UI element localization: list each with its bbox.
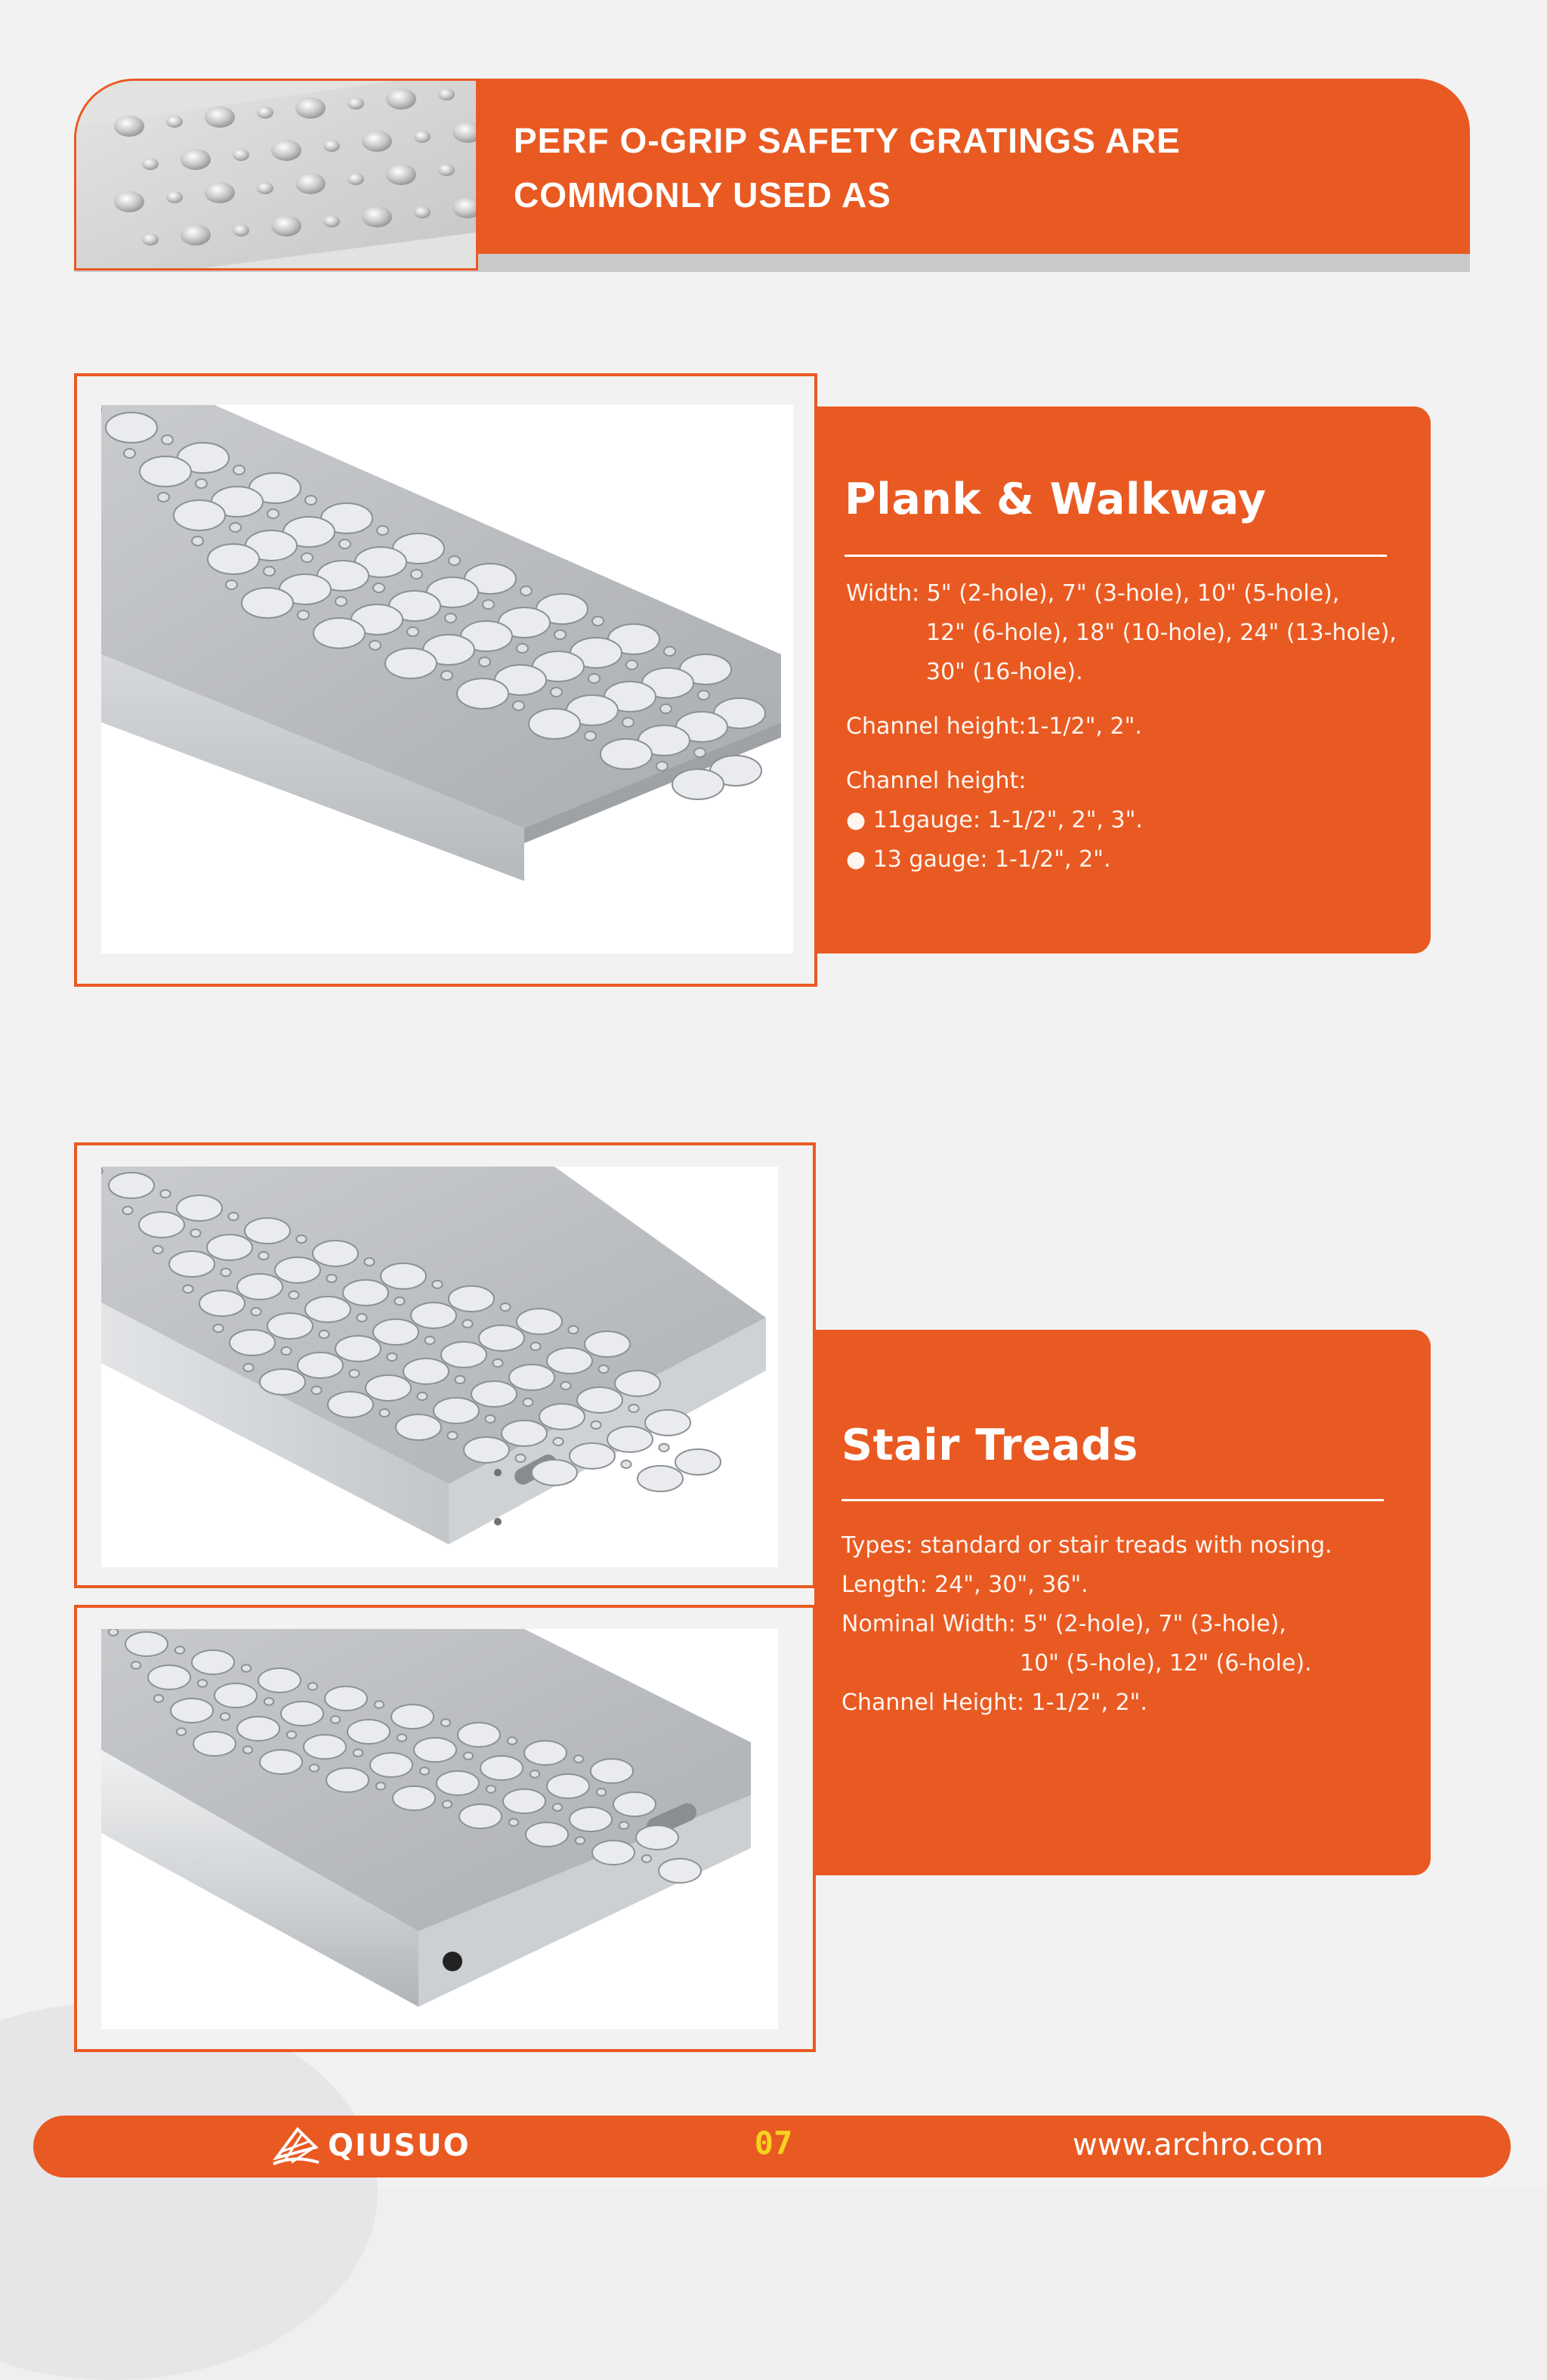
perforation-hole xyxy=(480,1756,523,1780)
grip-dimple xyxy=(373,583,384,592)
grip-dimple xyxy=(479,657,490,666)
stair-title-rule xyxy=(841,1499,1384,1501)
perforation-hole xyxy=(208,544,259,574)
grip-dimple xyxy=(349,1370,359,1377)
perforation-hole xyxy=(139,1212,184,1238)
plank-bullet-11-gauge: ● 11gauge: 1-1/2", 2", 3". xyxy=(846,807,1143,833)
grip-dimple xyxy=(289,1291,298,1299)
grip-dimple xyxy=(486,1785,496,1793)
grip-dimple xyxy=(295,97,326,119)
perforation-hole xyxy=(570,1443,615,1469)
perforation-hole xyxy=(479,1325,524,1351)
grip-dimple xyxy=(574,1755,583,1763)
grip-dimple xyxy=(181,149,211,170)
plank-title: Plank & Walkway xyxy=(845,474,1267,524)
grip-dimple xyxy=(181,224,211,246)
grip-dimple xyxy=(445,614,456,623)
perforation-hole xyxy=(539,1404,585,1430)
grip-dimple xyxy=(447,1432,457,1439)
grip-dimple xyxy=(517,644,528,653)
plank-channel-height: Channel height:1-1/2", 2". xyxy=(846,713,1142,740)
grip-dimple xyxy=(407,627,418,636)
grip-dimple xyxy=(109,1629,118,1636)
perforation-hole xyxy=(509,1365,554,1390)
perforation-hole xyxy=(403,1358,449,1384)
grip-dimple xyxy=(560,1382,570,1389)
perforation-hole xyxy=(570,1807,612,1831)
grip-dimple xyxy=(271,215,301,236)
grip-dimple xyxy=(357,1314,366,1321)
grip-dimple xyxy=(441,1719,450,1726)
grip-dimple xyxy=(175,1646,184,1654)
grip-dimple xyxy=(258,1252,268,1260)
grip-dimple xyxy=(694,748,706,757)
perforation-hole xyxy=(174,500,225,530)
grip-dimple xyxy=(177,1728,186,1736)
perforation-hole xyxy=(393,1786,435,1810)
grip-dimple xyxy=(554,630,566,639)
grip-dimple xyxy=(443,1800,452,1808)
grip-dimple xyxy=(271,140,301,161)
grip-dimple xyxy=(301,553,313,562)
grip-dimple xyxy=(226,580,237,589)
grip-dimple xyxy=(642,1855,651,1862)
brand-name: QIUSUO xyxy=(328,2128,471,2163)
perforation-hole xyxy=(207,1235,252,1260)
grip-dimple xyxy=(438,88,455,100)
grip-dimple xyxy=(500,1303,510,1311)
perforation-hole xyxy=(370,1753,412,1777)
perforation-hole xyxy=(171,1698,213,1723)
grip-dimple xyxy=(305,496,317,505)
grip-dimple xyxy=(551,688,562,697)
perforation-hole xyxy=(577,1387,622,1413)
grip-dimple xyxy=(417,1392,427,1400)
grip-dimple xyxy=(122,1207,132,1214)
grip-dimple xyxy=(379,1409,389,1417)
perforation-hole xyxy=(464,1437,509,1463)
grip-dimple xyxy=(183,1285,193,1293)
perforation-hole xyxy=(373,1319,418,1345)
perforation-hole xyxy=(391,1705,434,1729)
qiusuo-globe-logo-icon xyxy=(272,2125,320,2167)
perforation-hole xyxy=(458,1723,500,1747)
plank-info-panel xyxy=(814,406,1431,954)
grip-dimple xyxy=(264,567,275,576)
grip-dimple xyxy=(369,641,381,650)
plank-width-line-3: 30" (16-hole). xyxy=(926,659,1083,685)
grip-dimple xyxy=(530,1343,540,1350)
grip-dimple xyxy=(597,1788,606,1796)
perforation-hole xyxy=(471,1381,517,1407)
perforation-hole xyxy=(613,1792,656,1816)
perforation-hole xyxy=(237,1717,279,1741)
perforation-hole xyxy=(385,648,437,678)
perforation-hole xyxy=(109,1173,154,1198)
grip-dimple xyxy=(213,1324,223,1332)
grip-dimple xyxy=(553,1438,563,1445)
perforation-hole xyxy=(192,1650,234,1674)
grip-dimple xyxy=(228,1213,238,1220)
perforation-hole xyxy=(245,1218,290,1244)
grip-dimple xyxy=(347,173,364,185)
grip-dimple xyxy=(287,1731,296,1739)
perforation-hole xyxy=(645,1410,690,1436)
grip-dimple xyxy=(386,88,416,110)
perforation-hole xyxy=(325,1686,367,1711)
perforation-hole xyxy=(437,1771,479,1795)
perforation-hole xyxy=(414,1738,456,1762)
perforation-hole xyxy=(305,1297,350,1322)
perforation-hole xyxy=(275,1257,320,1283)
perforation-hole xyxy=(381,1263,426,1289)
grip-dimple xyxy=(513,701,524,710)
grip-dimple xyxy=(449,556,460,565)
perforation-hole xyxy=(601,739,652,769)
page-number: 07 xyxy=(754,2125,793,2162)
perforation-hole xyxy=(148,1665,190,1689)
grip-dimple xyxy=(493,1359,502,1367)
grip-dimple xyxy=(124,449,135,458)
grip-dimple xyxy=(659,1444,669,1451)
grip-dimple xyxy=(267,509,279,518)
grip-dimple xyxy=(153,1246,162,1253)
stair-title: Stair Treads xyxy=(841,1420,1138,1470)
grip-dimple xyxy=(131,1661,140,1669)
grip-dimple xyxy=(664,647,675,656)
plank-width-line-2: 12" (6-hole), 18" (10-hole), 24" (13-hole), xyxy=(926,620,1397,646)
grip-dimple xyxy=(142,158,159,170)
grip-dimple xyxy=(621,1460,631,1468)
plank-bullet-13-gauge: ● 13 gauge: 1-1/2", 2". xyxy=(846,846,1111,873)
header-grating-image xyxy=(74,79,478,270)
grip-dimple xyxy=(281,1347,291,1355)
perforation-hole xyxy=(242,588,293,618)
perforation-hole xyxy=(140,456,191,487)
grip-dimple xyxy=(660,704,672,713)
grip-dimple xyxy=(243,1364,253,1371)
stair-types: Types: standard or stair treads with nosing. xyxy=(841,1532,1332,1559)
perforation-hole xyxy=(524,1741,567,1765)
grip-dimple xyxy=(221,1713,230,1720)
grip-dimple xyxy=(310,1764,319,1772)
perforation-hole xyxy=(607,1426,653,1452)
grip-dimple xyxy=(386,164,416,185)
grip-dimple xyxy=(331,1716,340,1723)
perforation-hole xyxy=(177,1195,222,1221)
grip-dimple xyxy=(154,1695,163,1702)
grip-dimple xyxy=(377,526,388,535)
grip-dimple xyxy=(598,1365,608,1373)
grip-dimple xyxy=(394,1297,404,1305)
stair-tread-image-frame-1 xyxy=(74,1142,816,1588)
grip-dimple xyxy=(592,617,604,626)
perforation-hole xyxy=(260,1750,302,1774)
perforation-hole xyxy=(267,1313,313,1339)
perforation-hole xyxy=(441,1342,486,1368)
grip-dimple xyxy=(160,1190,170,1198)
grip-dimple xyxy=(376,1782,385,1790)
perforation-hole xyxy=(585,1331,630,1357)
grip-dimple xyxy=(114,116,144,137)
perforation-hole xyxy=(638,1466,683,1491)
grip-dimple xyxy=(192,536,203,546)
perforation-hole xyxy=(636,1825,678,1850)
title-line-2: COMMONLY USED AS xyxy=(514,175,891,215)
grip-dimple xyxy=(347,97,364,110)
grip-dimple xyxy=(311,1386,321,1394)
plank-channel-heading: Channel height: xyxy=(846,768,1027,794)
grip-dimple xyxy=(295,173,326,194)
perforation-hole xyxy=(502,1420,547,1446)
grip-dimple xyxy=(251,1308,261,1315)
grip-dimple xyxy=(414,206,431,218)
perforation-hole xyxy=(335,1336,381,1362)
perforation-hole xyxy=(659,1859,701,1883)
grip-dimple xyxy=(257,182,273,194)
grip-dimple xyxy=(622,718,634,727)
grip-dimple xyxy=(509,1819,518,1826)
grip-dimple xyxy=(205,182,235,203)
grip-dimple xyxy=(221,1269,230,1276)
perforation-hole xyxy=(592,1841,635,1865)
perforation-hole xyxy=(298,1352,343,1378)
grip-dimple xyxy=(158,493,169,502)
grip-dimple xyxy=(323,215,340,227)
grip-dimple xyxy=(233,224,249,236)
stair-info-panel xyxy=(814,1330,1431,1875)
grip-dimple xyxy=(628,1405,638,1412)
perforation-hole xyxy=(547,1348,592,1374)
perforation-hole xyxy=(591,1759,633,1783)
stair-width-line-2: 10" (5-hole), 12" (6-hole). xyxy=(1020,1650,1312,1677)
perforation-hole xyxy=(526,1822,568,1847)
grip-dimple xyxy=(198,1680,207,1687)
perforation-hole xyxy=(199,1290,245,1316)
grip-dimple xyxy=(335,597,347,606)
perforation-hole xyxy=(366,1375,411,1401)
grip-dimple xyxy=(483,600,494,609)
grip-dimple xyxy=(520,586,532,595)
plank-grating-illustration xyxy=(101,405,793,954)
perforation-hole xyxy=(237,1274,283,1300)
grip-dimple xyxy=(464,1752,473,1760)
perforation-hole xyxy=(313,1241,358,1266)
stair-width-line-1: Nominal Width: 5" (2-hole), 7" (3-hole), xyxy=(841,1611,1286,1637)
grip-dimple xyxy=(362,206,392,227)
grip-dimple xyxy=(462,1320,472,1328)
grip-dimple xyxy=(523,1399,533,1406)
grip-dimple xyxy=(508,1737,517,1745)
grip-dimple xyxy=(233,149,249,161)
stair-channel-height: Channel Height: 1-1/2", 2". xyxy=(841,1689,1147,1716)
perforation-hole xyxy=(125,1632,168,1656)
perforation-hole xyxy=(532,1460,577,1485)
perforation-hole xyxy=(304,1735,346,1759)
grip-dimple xyxy=(375,1701,384,1708)
grip-dimple xyxy=(323,140,340,152)
perforation-hole xyxy=(547,1774,589,1798)
perforation-hole xyxy=(517,1309,562,1334)
brand-logo xyxy=(272,2119,471,2172)
perforation-hole xyxy=(281,1702,323,1726)
grip-dimple xyxy=(308,1683,317,1690)
perforation-hole xyxy=(672,769,724,799)
plank-title-rule xyxy=(845,555,1387,557)
perforation-hole xyxy=(326,1768,369,1792)
stair-tread-standard-illustration xyxy=(101,1167,778,1567)
perforation-hole xyxy=(106,413,157,443)
stair-tread-image-frame-2 xyxy=(74,1605,816,2052)
grip-dimple xyxy=(196,479,207,488)
grip-dimple xyxy=(114,191,144,212)
grip-dimple xyxy=(162,435,173,444)
grip-dimple xyxy=(626,660,638,669)
grip-dimple xyxy=(619,1822,628,1829)
grip-dimple xyxy=(591,1421,601,1429)
grip-dimple xyxy=(319,1331,329,1338)
grip-dimple xyxy=(298,610,309,620)
grip-dimple xyxy=(515,1454,525,1462)
stair-tread-photo-standard xyxy=(101,1167,778,1567)
perforation-hole xyxy=(347,1720,390,1744)
grip-dimple xyxy=(698,691,709,700)
stair-tread-nosing-illustration xyxy=(101,1629,778,2029)
grating-closeup-icon xyxy=(76,81,478,270)
grip-dimple xyxy=(166,116,183,128)
grip-dimple xyxy=(339,539,350,549)
page-title xyxy=(514,113,1420,222)
grip-dimple xyxy=(243,1746,252,1754)
grip-dimple xyxy=(166,191,183,203)
grip-dimple xyxy=(425,1337,434,1344)
perforation-hole xyxy=(449,1286,494,1312)
grip-dimple xyxy=(576,1837,585,1844)
grip-dimple xyxy=(438,164,455,176)
perforation-hole xyxy=(313,618,365,648)
grip-dimple xyxy=(205,107,235,128)
grip-dimple xyxy=(242,1664,251,1672)
perforation-hole xyxy=(258,1668,301,1692)
perforation-hole xyxy=(230,1330,275,1355)
grip-dimple xyxy=(553,1804,562,1811)
perforation-hole xyxy=(169,1251,215,1277)
grip-dimple xyxy=(364,1258,374,1266)
grip-dimple xyxy=(656,762,668,771)
grip-dimple xyxy=(387,1353,397,1361)
perforation-hole xyxy=(411,1303,456,1328)
plank-walkway-photo xyxy=(101,405,793,954)
grip-dimple xyxy=(264,1698,273,1705)
perforation-hole xyxy=(193,1732,236,1756)
grip-dimple xyxy=(420,1767,429,1775)
perforation-hole xyxy=(396,1414,441,1440)
grip-dimple xyxy=(432,1281,442,1288)
plank-image-frame xyxy=(74,373,817,987)
grip-dimple xyxy=(397,1734,406,1742)
perforation-hole xyxy=(503,1789,545,1813)
perforation-hole xyxy=(343,1280,388,1306)
perforation-hole xyxy=(215,1683,257,1708)
stair-tread-photo-nosing xyxy=(101,1629,778,2029)
plank-width-line-1: Width: 5" (2-hole), 7" (3-hole), 10" (5-hole), xyxy=(846,580,1340,607)
grip-dimple xyxy=(257,107,273,119)
perforation-hole xyxy=(434,1398,479,1423)
grip-dimple xyxy=(142,233,159,246)
grip-dimple xyxy=(411,570,422,579)
perforation-hole xyxy=(615,1371,660,1396)
grip-dimple xyxy=(326,1275,336,1282)
perforation-hole xyxy=(328,1392,373,1417)
grip-dimple xyxy=(485,1415,495,1423)
perforation-hole xyxy=(459,1804,502,1828)
grip-dimple xyxy=(414,131,431,143)
grip-dimple xyxy=(585,731,596,740)
grip-dimple xyxy=(354,1749,363,1757)
perforation-hole xyxy=(260,1369,305,1395)
perforation-hole xyxy=(529,709,580,739)
grip-dimple xyxy=(568,1326,578,1334)
grip-dimple xyxy=(530,1770,539,1778)
perforation-hole xyxy=(457,678,508,709)
grip-dimple xyxy=(588,674,600,683)
stair-length: Length: 24", 30", 36". xyxy=(841,1572,1088,1598)
grip-dimple xyxy=(230,523,241,532)
title-line-1: PERF O-GRIP SAFETY GRATINGS ARE xyxy=(514,121,1181,160)
perforation-hole xyxy=(675,1449,721,1475)
grip-dimple xyxy=(296,1235,306,1243)
grip-dimple xyxy=(190,1229,200,1237)
grip-dimple xyxy=(441,671,452,680)
grip-dimple xyxy=(233,465,245,474)
website-link[interactable]: www.archro.com xyxy=(1073,2128,1324,2162)
grip-dimple xyxy=(455,1376,465,1383)
grip-dimple xyxy=(362,131,392,152)
